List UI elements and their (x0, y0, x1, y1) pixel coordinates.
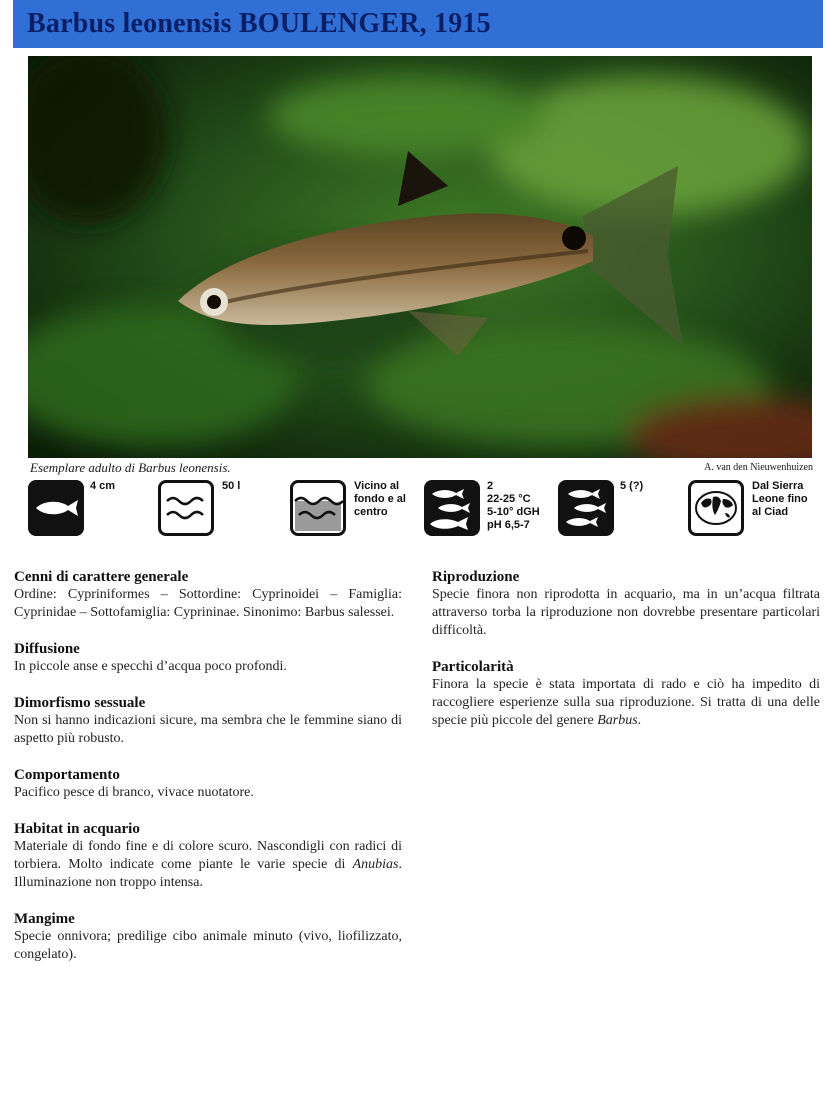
section-text: Pacifico pesce di branco, vivace nuotatore. (14, 785, 254, 800)
section-text: Finora la specie è stata importata di rado e ciò ha impedito di raccogliere esperienze sulla sua riproduzione. Si tratta di una delle specie più piccole del genere Barbus. (432, 677, 820, 728)
fish-photo-graphic (28, 56, 812, 458)
section-heading: Mangime (14, 911, 75, 927)
section-food (14, 910, 402, 964)
section-heading: Habitat in acquario (14, 821, 140, 837)
page-title: Barbus leonensis BOULENGER, 1915 (27, 8, 491, 39)
section-heading: Diffusione (14, 641, 80, 657)
title-bar (13, 0, 823, 48)
difficulty-value: 5 (?) (620, 480, 644, 492)
section-heading: Riproduzione (432, 569, 520, 585)
swimming-zone-text: Vicino al fondo e al centro (354, 480, 406, 518)
water-parameters-text: 2 22-25 °C 5-10° dGH pH 6,5-7 (487, 480, 540, 531)
section-text: Ordine: Cypriniformes – Sottordine: Cyprinoidei – Famiglia: Cyprinidae – Sottofamiglia: Cyprininae. Sinonimo: Barbus salessei. (14, 587, 402, 620)
section-particularities (432, 658, 820, 730)
photo-caption: Esemplare adulto di Barbus leonensis. (30, 460, 231, 475)
section-sexual-dimorphism (14, 694, 402, 748)
section-reproduction (432, 568, 820, 640)
section-aquarium-habitat (14, 820, 402, 892)
section-heading: Cenni di carattere generale (14, 569, 189, 585)
tank-volume-icon (158, 480, 214, 536)
globe-icon (688, 480, 744, 536)
species-icons (28, 478, 818, 540)
fish-size-icon (28, 480, 84, 536)
section-text: In piccole anse e specchi d’acqua poco profondi. (14, 659, 287, 674)
section-text: Specie finora non riprodotta in acquario, ma in un’acqua filtrata attraverso torba la riproduzione non dovrebbe presentare particolari difficoltà. (432, 587, 820, 638)
section-heading: Dimorfismo sessuale (14, 695, 146, 711)
fish-size-value: 4 cm (90, 480, 116, 492)
right-column (432, 568, 820, 748)
tank-volume-value: 50 l (222, 480, 241, 492)
left-column (14, 568, 402, 982)
section-text: Non si hanno indicazioni sicure, ma sembra che le femmine siano di aspetto più robusto. (14, 713, 402, 746)
photo-credit: A. van den Nieuwenhuizen (704, 462, 813, 473)
swimming-zone-icon (290, 480, 346, 536)
section-general (14, 568, 402, 622)
section-behavior (14, 766, 402, 802)
section-text: Specie onnivora; predilige cibo animale minuto (vivo, liofilizzato, congelato). (14, 929, 402, 962)
origin-text: Dal Sierra Leone fino al Ciad (752, 480, 808, 518)
water-fish-icon (424, 480, 480, 536)
section-heading: Comportamento (14, 767, 120, 783)
section-text: Materiale di fondo fine e di colore scuro. Nascondigli con radici di torbiera. Molto indicate come piante le varie specie di Anubias. Illuminazione non troppo intensa. (14, 839, 402, 890)
section-distribution (14, 640, 402, 676)
fish-photo (28, 56, 812, 458)
difficulty-fish-icon (558, 480, 614, 536)
section-heading: Particolarità (432, 659, 514, 675)
